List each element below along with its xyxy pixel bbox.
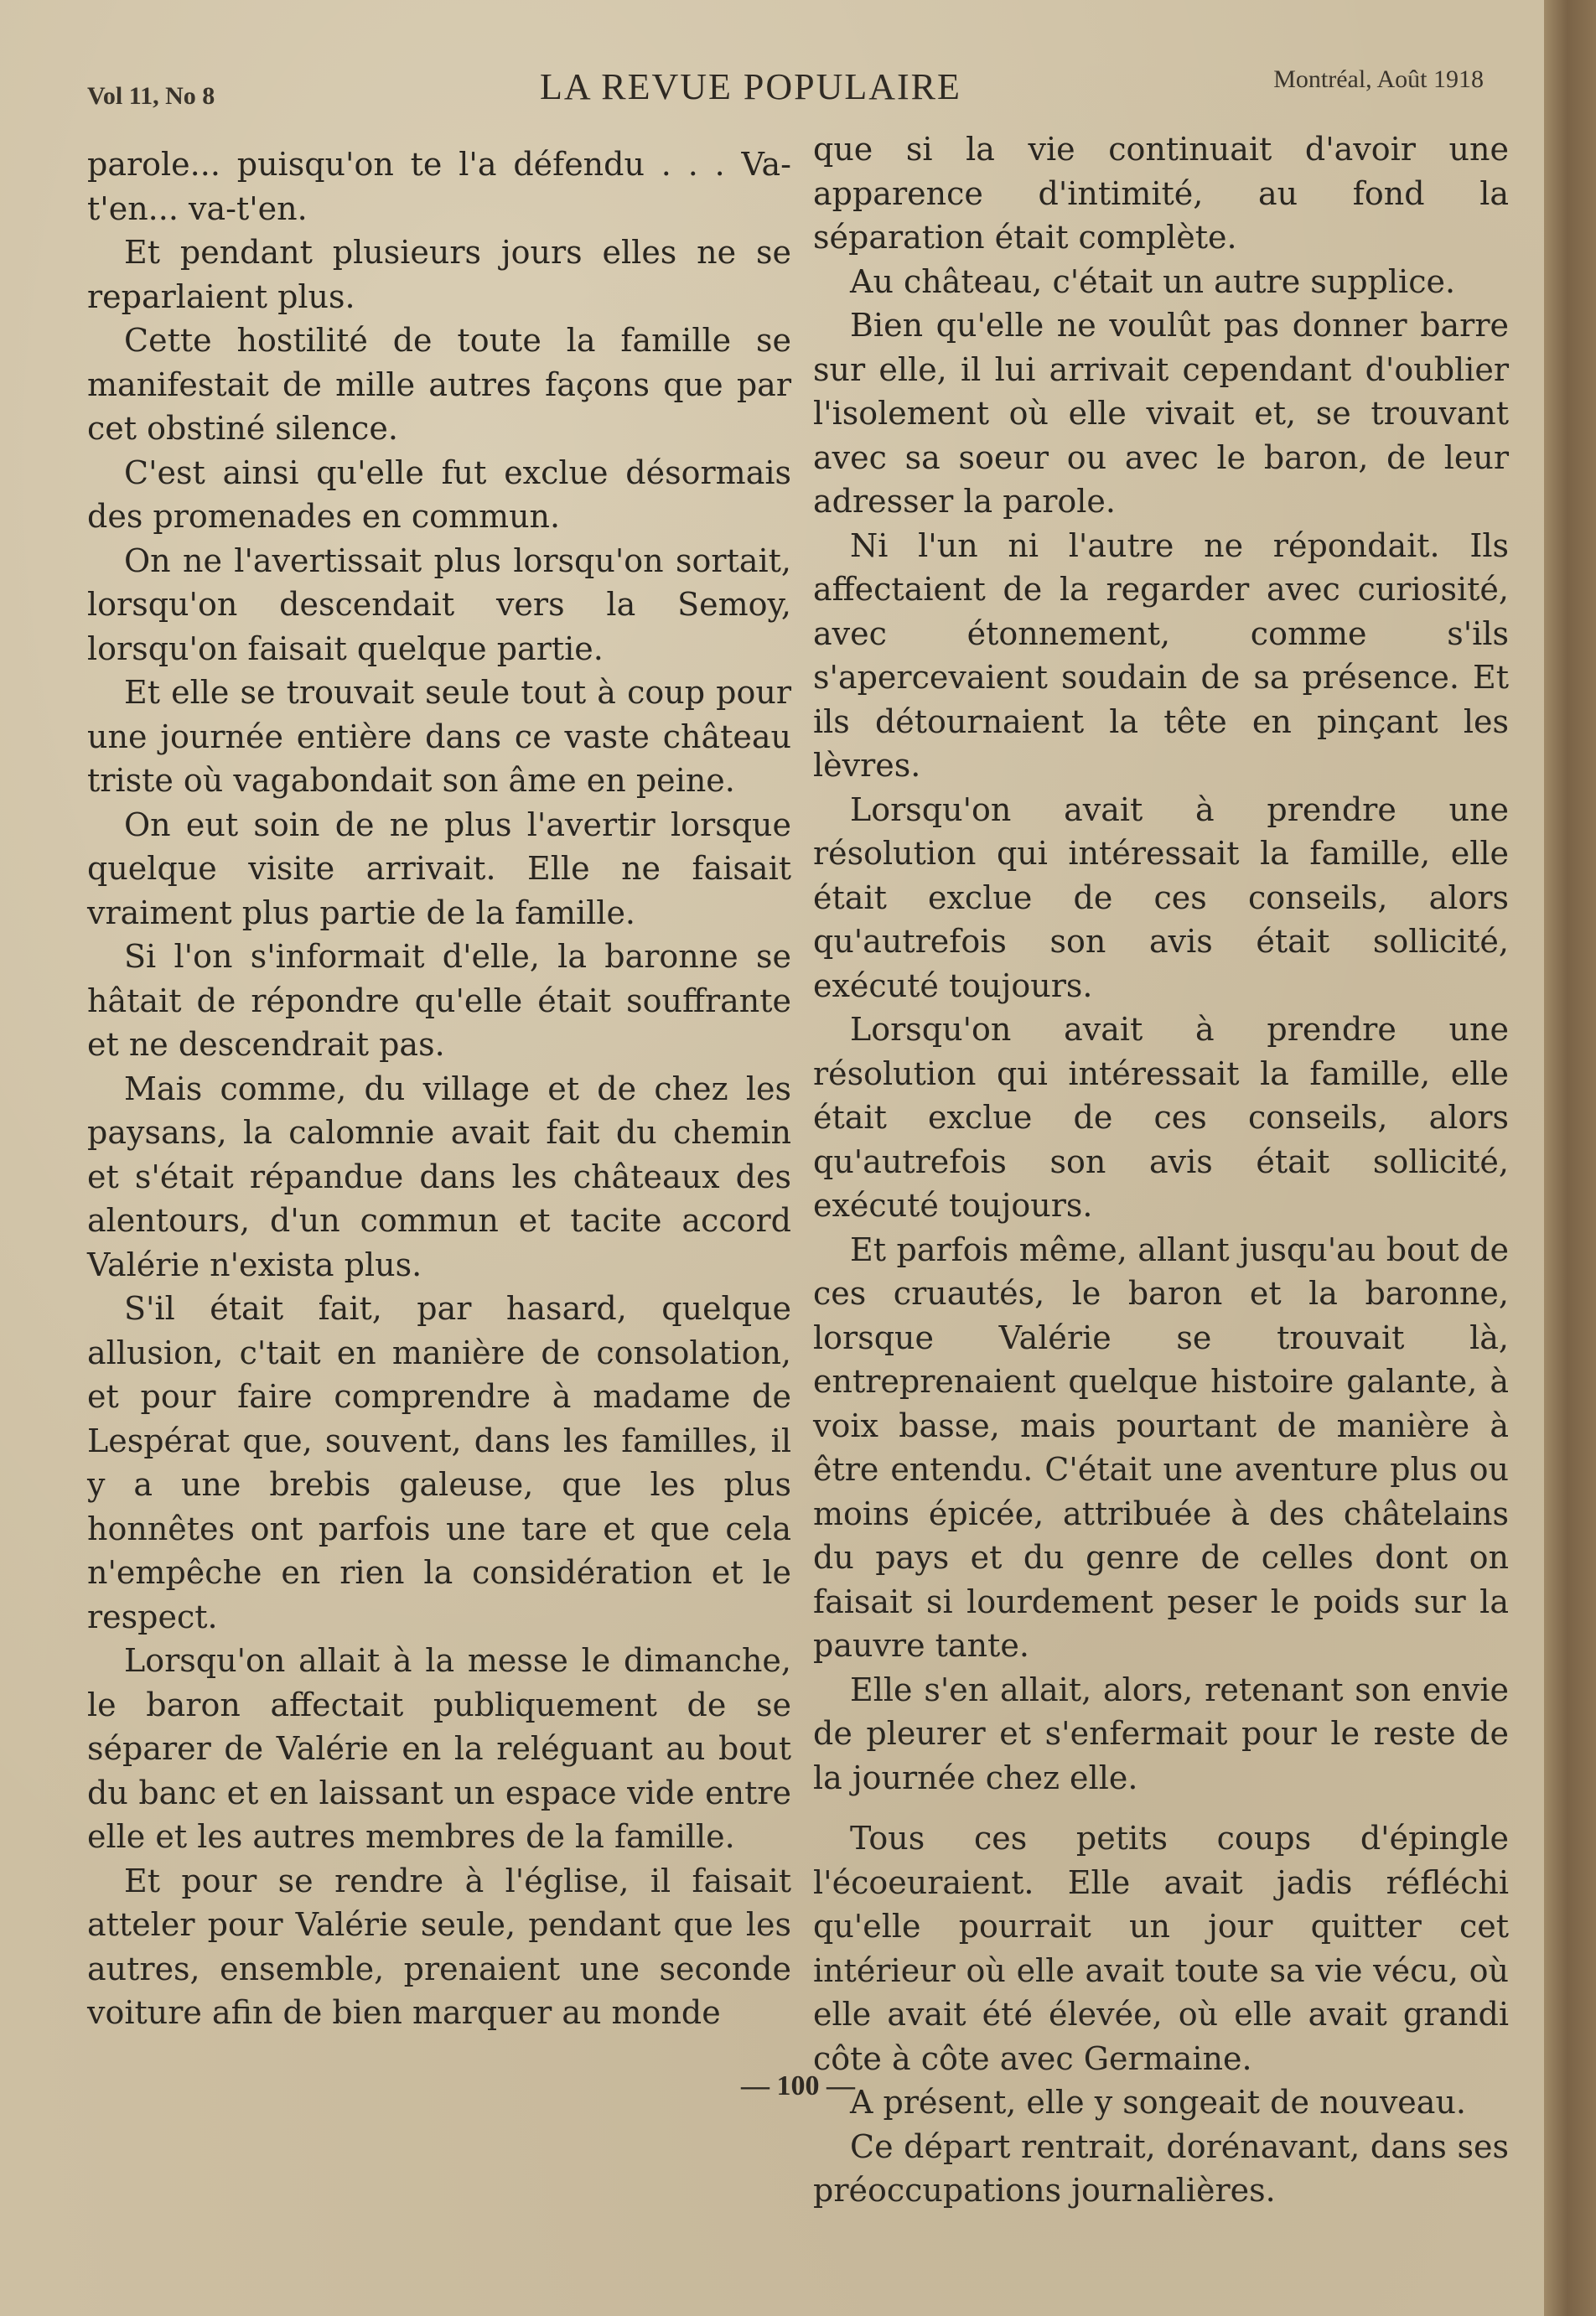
- paragraph: Lorsqu'on avait à prendre une résolution qui intéressait la famille, elle était exclue de ces conseils, alors qu'autrefois son avis était sollicité, exécuté toujours.: [813, 790, 1509, 1004]
- paragraph: Elle s'en allait, alors, retenant son envie de pleurer et s'enfermait pour le reste de la journée chez elle.: [813, 1671, 1509, 1796]
- paragraph: C'est ainsi qu'elle fut exclue désormais des promenades en commun.: [87, 453, 791, 535]
- right-column: [813, 127, 1509, 2213]
- volume-number: Vol 11, No 8: [87, 82, 215, 110]
- paragraph: Ni l'un ni l'autre ne répondait. Ils affectaient de la regarder avec curiosité, avec étonnement, comme s'ils s'apercevaient soudain de sa présence. Et ils détournaient la tête en pinçant les lèvres.: [813, 526, 1509, 784]
- place-date: Montréal, Août 1918: [1273, 65, 1484, 93]
- paragraph: Cette hostilité de toute la famille se manifestait de mille autres façons que par cet obstiné silence.: [87, 322, 791, 447]
- paragraph: Bien qu'elle ne voulût pas donner barre sur elle, il lui arrivait cependant d'oublier l'isolement où elle vivait et, se trouvant avec sa soeur ou avec le baron, de leur adresser la parole.: [813, 307, 1509, 520]
- paragraph: A présent, elle y songeait de nouveau.: [850, 2084, 1467, 2121]
- paragraph: parole... puisqu'on te l'a défendu . . . Va-t'en... va-t'en.: [87, 146, 791, 227]
- paragraph: que si la vie continuait d'avoir une apparence d'intimité, au fond la séparation était complète.: [813, 131, 1509, 256]
- paragraph: Lorsqu'on avait à prendre une résolution qui intéressait la famille, elle était exclue de ces conseils, alors qu'autrefois son avis était sollicité, exécuté toujours.: [813, 1011, 1509, 1224]
- paragraph: On ne l'avertissait plus lorsqu'on sortait, lorsqu'on descendait vers la Semoy, lorsqu'on faisait quelque partie.: [87, 541, 791, 667]
- paragraph: Au château, c'était un autre supplice.: [850, 262, 1456, 300]
- magazine-title: LA REVUE POPULAIRE: [540, 66, 961, 107]
- paragraph: On eut soin de ne plus l'avertir lorsque quelque visite arrivait. Elle ne faisait vraiment plus partie de la famille.: [87, 806, 791, 931]
- paragraph: Et parfois même, allant jusqu'au bout de ces cruautés, le baron et la baronne, lorsque Valérie se trouvait là, entreprenaient quelque histoire galante, à voix basse, mais pourtant de manière à être entendu. C'était une aventure plus ou moins épicée, attribuée à des châtelains du pays et du genre de celles dont on faisait si lourdement peser le poids sur la pauvre tante.: [813, 1231, 1509, 1664]
- paragraph: Mais comme, du village et de chez les paysans, la calomnie avait fait du chemin et s'était répandue dans les châteaux des alentours, d'un commun et tacite accord Valérie n'exista plus.: [87, 1070, 791, 1283]
- paragraph: Et pendant plusieurs jours elles ne se reparlaient plus.: [87, 234, 791, 315]
- left-column: [87, 142, 791, 2035]
- binding-edge: [1544, 0, 1596, 2316]
- paragraph: Et elle se trouvait seule tout à coup pour une journée entière dans ce vaste château triste où vagabondait son âme en peine.: [87, 674, 791, 799]
- page-number: — 100 —: [741, 2070, 855, 2101]
- paragraph: Si l'on s'informait d'elle, la baronne se hâtait de répondre qu'elle était souffrante et ne descendrait pas.: [87, 938, 791, 1063]
- paragraph: Ce départ rentrait, dorénavant, dans ses préoccupations journalières.: [813, 2127, 1509, 2209]
- paragraph: S'il était fait, par hasard, quelque allusion, c'tait en manière de consolation, et pour faire comprendre à madame de Lespérat que, souvent, dans les familles, il y a une brebis galeuse, que les plus honnêtes ont parfois une tare et que cela n'empêche en rien la considération et le respect.: [87, 1290, 791, 1635]
- section-gap: [813, 1800, 1509, 1816]
- paragraph: Lorsqu'on allait à la messe le dimanche, le baron affectait publiquement de se séparer de Valérie en la reléguant au bout du banc et en laissant un espace vide entre elle et les autres membres de la famille.: [87, 1642, 791, 1855]
- page-header: [87, 65, 1484, 124]
- paragraph: Tous ces petits coups d'épingle l'écoeuraient. Elle avait jadis réfléchi qu'elle pourrait un jour quitter cet intérieur où elle avait toute sa vie vécu, où elle avait été élevée, où elle avait grandi côte à côte avec Germaine.: [813, 1820, 1509, 2077]
- paragraph: Et pour se rendre à l'église, il faisait atteler pour Valérie seule, pendant que les autres, ensemble, prenaient une seconde voiture afin de bien marquer au monde: [87, 1862, 791, 2031]
